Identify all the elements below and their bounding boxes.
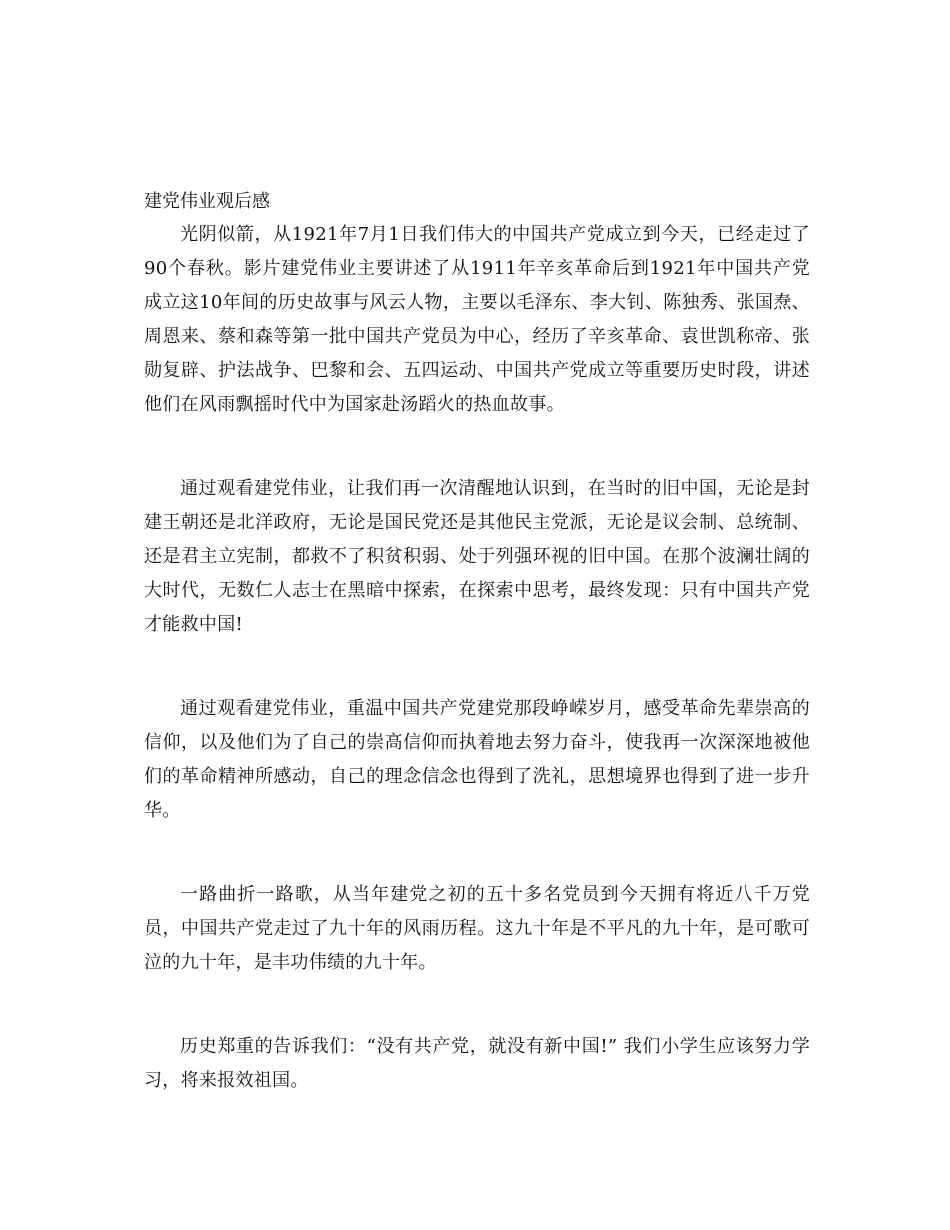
paragraph-1: 光阴似箭，从1921年7月1日我们伟大的中国共产党成立到今天，已经走过了90个春秋。影片建党伟业主要讲述了从1911年辛亥革命后到1921年中国共产党成立这10年间的历史故事与风云人物，主要以毛泽东、李大钊、陈独秀、张国焘、周恩来、蔡和森等第一批中国共产党员为中心，经历了辛亥革命、袁世凯称帝、张勋复辟、护法战争、巴黎和会、五四运动、中国共产党成立等重要历史时段，讲述他们在风雨飘摇时代中为国家赴汤蹈火的热血故事。: [144, 224, 810, 415]
paragraph-3: 通过观看建党伟业，重温中国共产党建党那段峥嵘岁月，感受革命先辈崇高的信仰，以及他们为了自己的崇高信仰而执着地去努力奋斗，使我再一次深深地被他们的革命精神所感动，自己的理念信念也得到了洗礼，思想境界也得到了进一步升华。: [144, 698, 810, 821]
paragraph-2: 通过观看建党伟业，让我们再一次清醒地认识到，在当时的旧中国，无论是封建王朝还是北洋政府，无论是国民党还是其他民主党派，无论是议会制、总统制、还是君主立宪制，都救不了积贫积弱、处于列强环视的旧中国。在那个波澜壮阔的大时代，无数仁人志士在黑暗中探索，在探索中思考，最终发现：只有中国共产党才能救中国!: [144, 478, 810, 635]
document-title: 建党伟业观后感: [144, 191, 270, 212]
paragraph-4: 一路曲折一路歌，从当年建党之初的五十多名党员到今天拥有将近八千万党员，中国共产党走过了九十年的风雨历程。这九十年是不平凡的九十年，是可歌可泣的九十年，是丰功伟绩的九十年。: [144, 884, 810, 973]
document-body: [144, 186, 810, 1098]
paragraph-5: 历史郑重的告诉我们：“没有共产党，就没有新中国!” 我们小学生应该努力学习，将来报效祖国。: [144, 1036, 810, 1091]
